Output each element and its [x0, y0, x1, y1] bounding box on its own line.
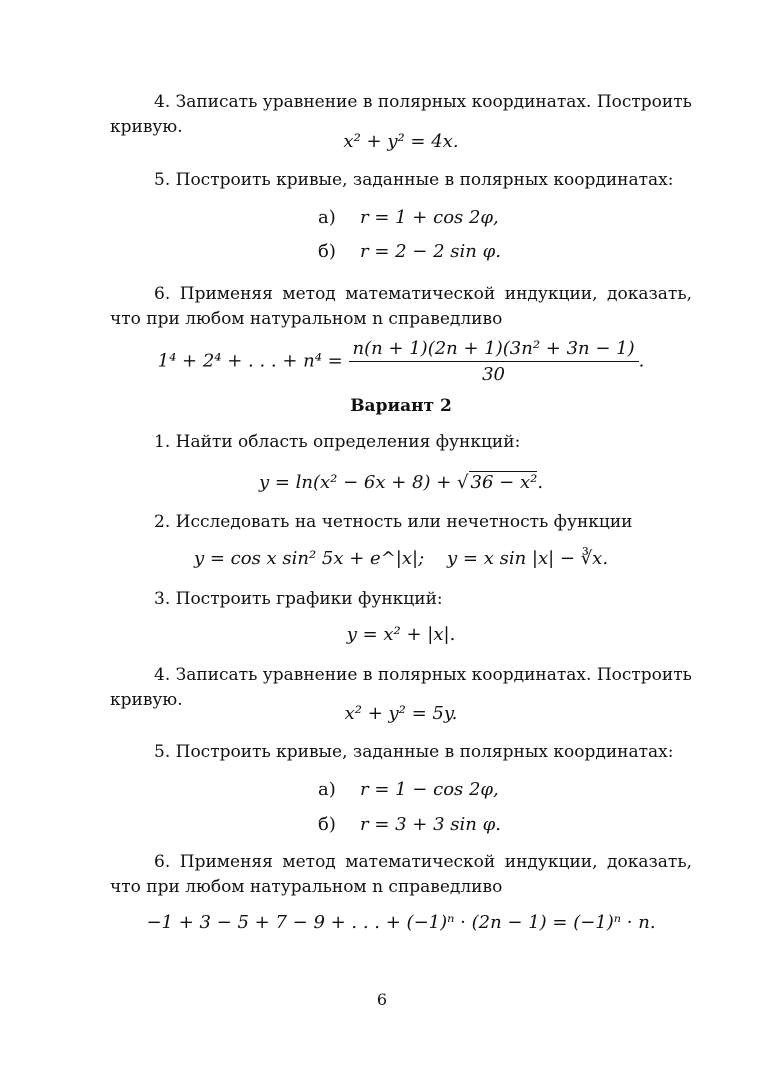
v2-task5-case-a — [318, 779, 499, 800]
sqrt-content: 36 − x² — [470, 472, 538, 493]
page-number: 6 — [376, 990, 388, 1009]
case-label: а) — [318, 207, 336, 228]
formula-part: y = ln(x² − 6x + 8) + — [258, 472, 458, 493]
v2-task4-formula: x² + y² = 5y. — [344, 703, 458, 724]
case-formula: r = 3 + 3 sin φ. — [360, 814, 501, 835]
formula-end: . — [638, 350, 645, 372]
case-formula: r = 1 − cos 2φ, — [360, 779, 499, 800]
variant-title: Вариант 2 — [350, 396, 452, 416]
case-label: б) — [318, 814, 336, 835]
task5-case-a — [318, 207, 499, 228]
v2-task3-formula: y = x² + |x|. — [346, 624, 456, 645]
case-formula: r = 1 + cos 2φ, — [360, 207, 499, 228]
case-label: а) — [318, 779, 336, 800]
task6-formula — [110, 338, 692, 385]
v2-task1-text: 1. Найти область определения функций: — [154, 432, 521, 452]
task6-text: 6. Применяя метод математической индукции, доказать, что при любом натуральном n справедливо — [110, 284, 692, 329]
v2-task5-text: 5. Построить кривые, заданные в полярных координатах: — [154, 742, 674, 762]
v2-task3-text: 3. Построить графики функций: — [154, 589, 443, 609]
v2-task4-text: 4. Записать уравнение в полярных координатах. Построить кривую. — [110, 665, 692, 710]
case-formula: r = 2 − 2 sin φ. — [360, 241, 501, 262]
task5-case-b — [318, 241, 501, 262]
case-label: б) — [318, 241, 336, 262]
v2-task2-formula: y = cos x sin² 5x + e^|x|; y = x sin |x| − ∛x. — [193, 548, 609, 569]
fraction — [349, 338, 639, 385]
sqrt-sign-icon: √ — [457, 472, 469, 493]
v2-task6-text: 6. Применяя метод математической индукции, доказать, что при любом натуральном n справедливо — [110, 852, 692, 897]
task5-text: 5. Построить кривые, заданные в полярных координатах: — [154, 170, 674, 190]
fraction-denominator: 30 — [482, 364, 506, 385]
task4-formula: x² + y² = 4x. — [343, 131, 459, 152]
v2-task6-formula: −1 + 3 − 5 + 7 − 9 + . . . + (−1)ⁿ · (2n − 1) = (−1)ⁿ · n. — [146, 912, 656, 933]
fraction-numerator: n(n + 1)(2n + 1)(3n² + 3n − 1) — [349, 338, 639, 362]
v2-task2-text: 2. Исследовать на четность или нечетность функции — [154, 512, 633, 532]
formula-lhs: 1⁴ + 2⁴ + . . . + n⁴ = — [157, 350, 343, 372]
task4-text: 4. Записать уравнение в полярных координатах. Построить кривую. — [110, 92, 692, 137]
formula-end: . — [537, 472, 544, 493]
v2-task1-formula — [110, 472, 692, 493]
v2-task5-case-b — [318, 814, 501, 835]
